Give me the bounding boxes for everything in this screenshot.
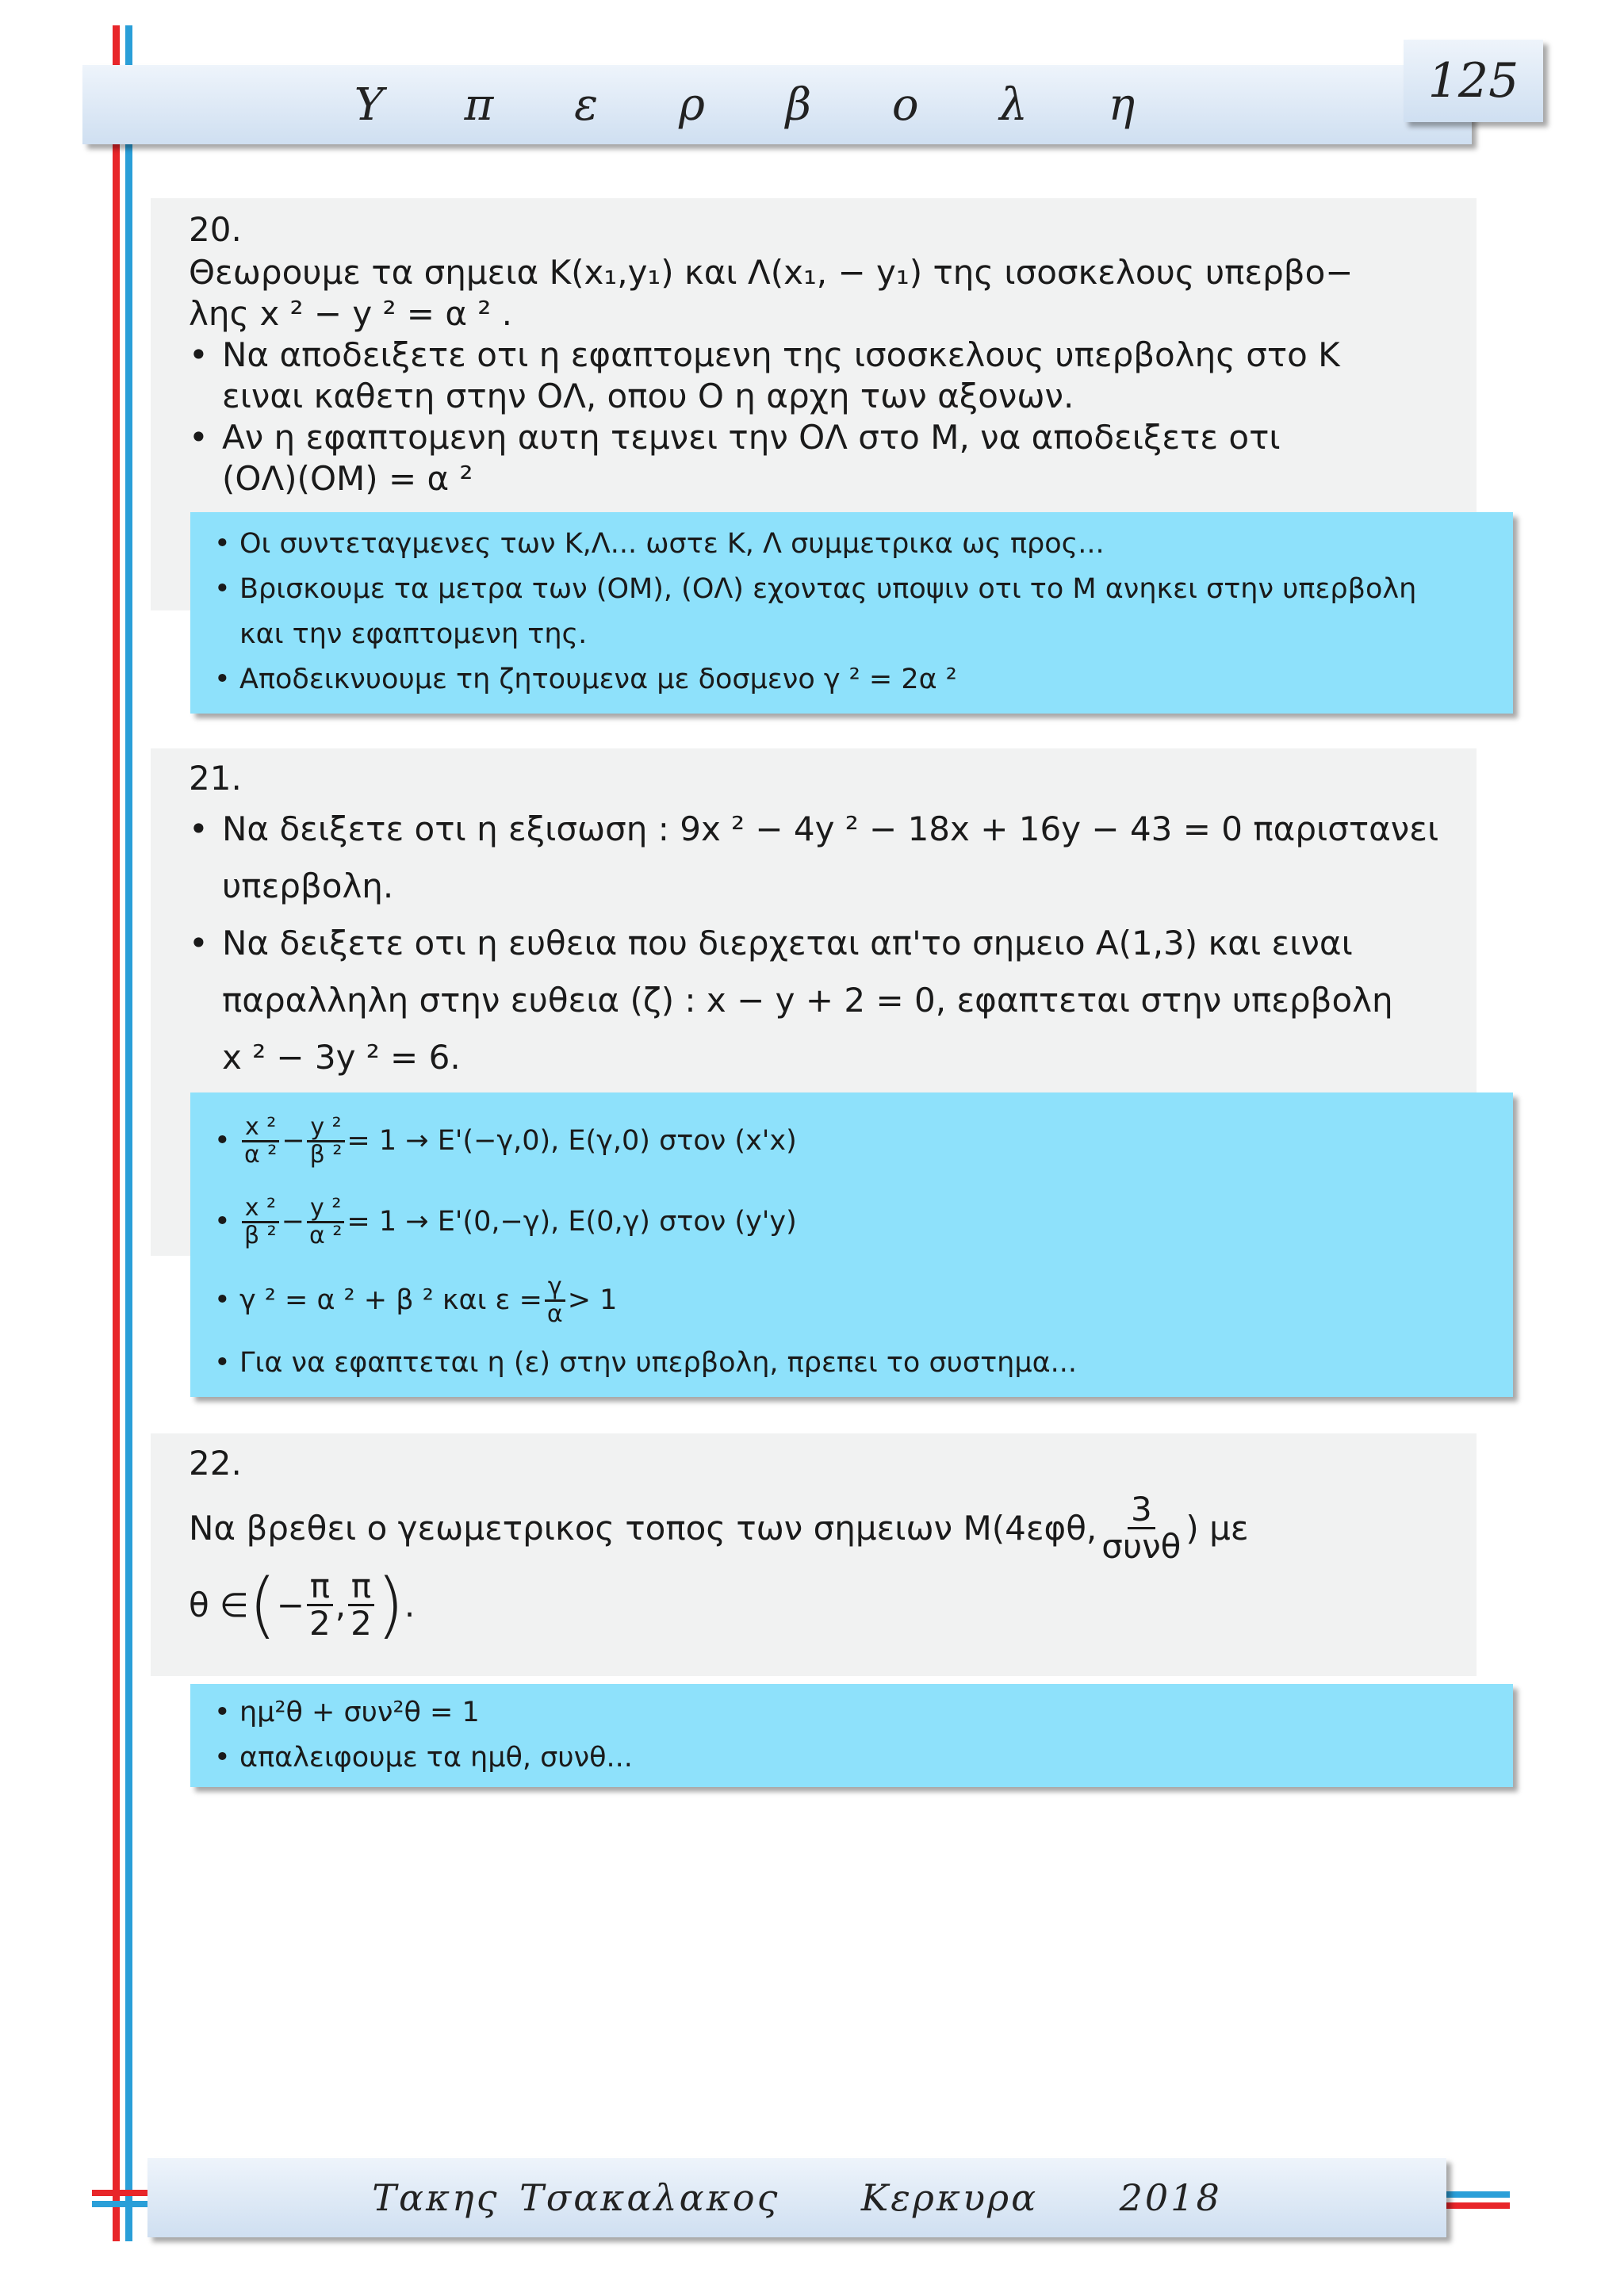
red-vertical-line (113, 25, 120, 2241)
fraction: $\frac{\pi}{2}$ (347, 1569, 375, 1641)
blue-footer-line-right (1446, 2191, 1510, 2198)
blue-footer-line-left (92, 2201, 149, 2207)
title-bar (82, 65, 1472, 144)
exercise-number: 22. (189, 1444, 242, 1483)
exercise-text: Θεωρουμε τα σημεια Κ(x₁,y₁) και Λ(x₁, − y₁) της ισοσκελους υπερβο− (189, 253, 1354, 292)
fraction: $\frac{\text{x ²}}{\text{β ²}}$ (241, 1196, 280, 1248)
hint-box-21 (190, 1093, 1513, 1397)
exercise-text: (ΟΛ)(ΟΜ) = α ² (222, 459, 473, 498)
hint-item: • γ ² = α ² + β ² και ε = $\frac{\gamma}{\alpha}$ > 1 (214, 1272, 618, 1328)
fraction: $\frac{\text{x ²}}{\text{α ²}}$ (241, 1115, 280, 1167)
footer-text: Τακης Τσακαλακος Κερκυρα 2018 (372, 2176, 1222, 2219)
exercise-text: υπερβολη. (222, 867, 394, 905)
exercise-text: παραλληλη στην ευθεια (ζ) : x − y + 2 = 0, εφαπτεται στην υπερβολη (222, 981, 1393, 1020)
exercise-text: x ² − 3y ² = 6. (222, 1038, 461, 1077)
hint-item: • Για να εφαπτεται η (ε) στην υπερβολη, πρεπει το συστημα... (214, 1347, 1078, 1379)
hint-item: • Οι συντεταγμενες των Κ,Λ... ωστε Κ, Λ συμμετρικα ως προς... (214, 528, 1105, 560)
page-number: 125 (1427, 53, 1519, 109)
fraction: $\frac{\pi}{2}$ (306, 1569, 334, 1641)
footer-bar (147, 2158, 1446, 2237)
exercise-number: 20. (189, 210, 242, 249)
hint-item: • απαλειφουμε τα ημθ, συνθ... (214, 1742, 633, 1774)
exercise-text: θ ∈ ( − $\frac{\pi}{2}$ , $\frac{\pi}{2}$ ) . (189, 1563, 416, 1647)
red-footer-line-right (1446, 2202, 1510, 2209)
hint-box-22 (190, 1684, 1513, 1787)
hint-item: • $\frac{\text{x ²}}{\text{β ²}}$ − $\frac{\text{y ²}}{\text{α ²}}$ = 1 → Ε'(0,−γ), Ε(0,γ) στον (y'y) (214, 1194, 797, 1249)
exercise-22 (151, 1433, 1477, 1676)
fraction: $\frac{3}{\text{συνθ}}$ (1101, 1490, 1182, 1567)
fraction: $\frac{\gamma}{\alpha}$ (544, 1274, 566, 1326)
hint-item: • ημ²θ + συν²θ = 1 (214, 1697, 480, 1728)
question-bullet: • Να αποδειξετε οτι η εφαπτομενη της ισοσκελους υπερβολης στο Κ (189, 335, 1340, 374)
question-bullet: • Να δειξετε οτι η εξισωση : 9x ² − 4y ² − 18x + 16y − 43 = 0 παριστανει (189, 809, 1439, 848)
hint-item: • $\frac{\text{x ²}}{\text{α ²}}$ − $\frac{\text{y ²}}{\text{β ²}}$ = 1 → Ε'(−γ,0), Ε(γ,0) στον (x'x) (214, 1113, 797, 1169)
exercise-text: Να βρεθει ο γεωμετρικος τοπος των σημειων Μ(4εφθ, $\frac{3}{\text{συνθ}}$ ) με (189, 1490, 1249, 1567)
question-bullet: • Να δειξετε οτι η ευθεια που διερχεται απ'το σημειο Α(1,3) και ειναι (189, 924, 1353, 962)
red-footer-line-left (92, 2190, 149, 2196)
question-bullet: • Αν η εφαπτομενη αυτη τεμνει την ΟΛ στο Μ, να αποδειξετε οτι (189, 418, 1281, 457)
hint-box-20 (190, 512, 1513, 714)
hint-item: • Βρισκουμε τα μετρα των (ΟΜ), (ΟΛ) εχοντας υποψιν οτι το Μ ανηκει στην υπερβολη (214, 573, 1417, 605)
exercise-text: ειναι καθετη στην ΟΛ, οπου Ο η αρχη των αξονων. (222, 377, 1074, 415)
page-number-box (1404, 40, 1543, 122)
exercise-number: 21. (189, 759, 242, 798)
hint-item: και την εφαπτομενη της. (239, 618, 588, 650)
exercise-text: λης x ² − y ² = α ² . (189, 294, 512, 333)
chapter-title: Υ π ε ρ β ο λ η (354, 78, 1169, 131)
fraction: $\frac{\text{y ²}}{\text{β ²}}$ (307, 1115, 346, 1167)
hint-item: • Αποδεικνυουμε τη ζητουμενα με δοσμενο γ ² = 2α ² (214, 664, 957, 695)
fraction: $\frac{\text{y ²}}{\text{α ²}}$ (306, 1196, 345, 1248)
blue-vertical-line (125, 25, 132, 2241)
